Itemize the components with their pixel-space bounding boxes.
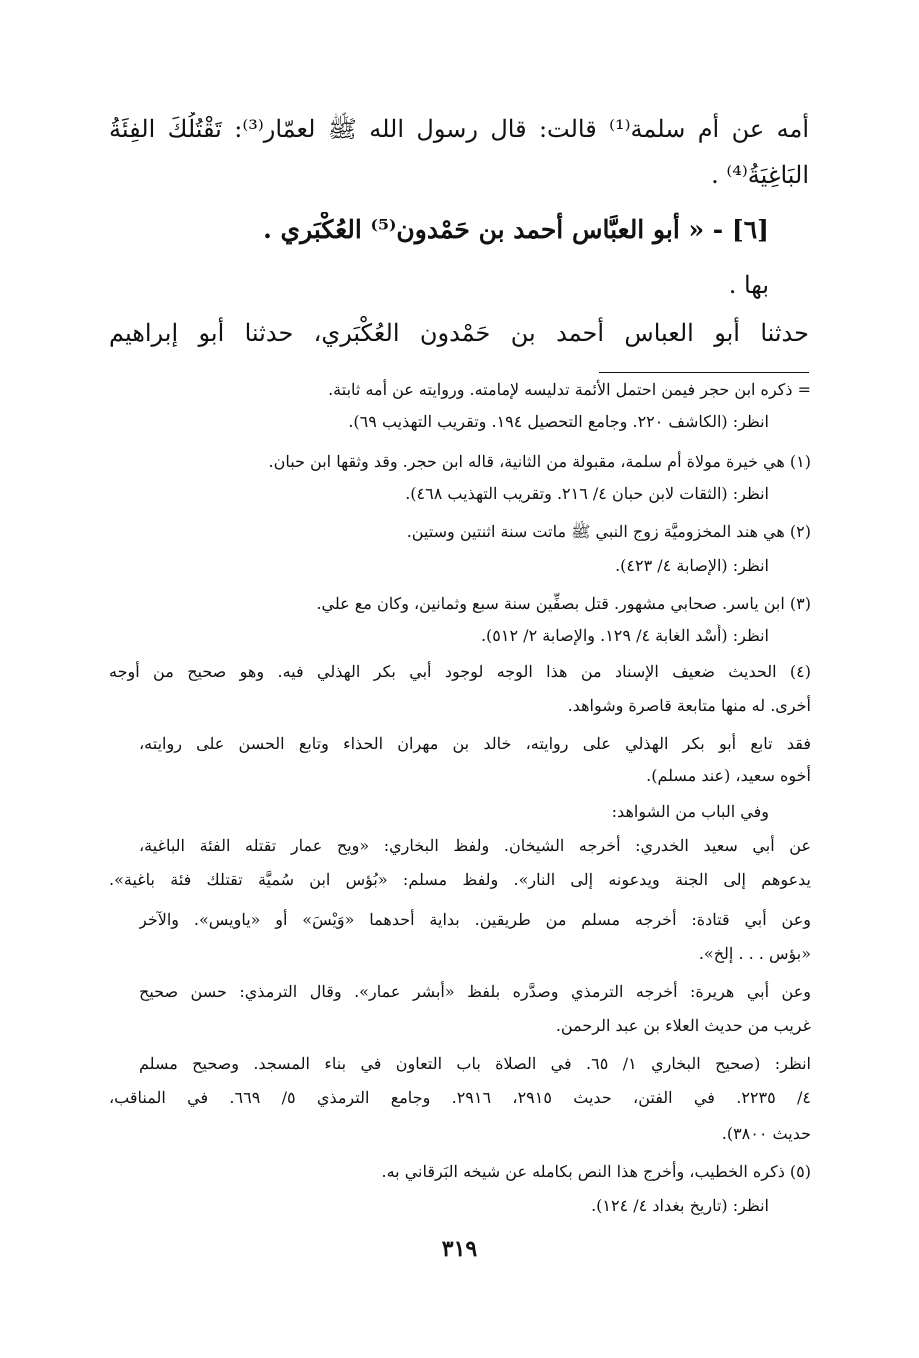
main-text-line-4: حدثنا أبو العباس أحمد بن حَمْدون العُكْبَري، حدثنا أبو إبراهيم [109,319,809,347]
footnote-line: وعن أبي قتادة: أخرجه مسلم من طريقين. بداية أحدهما «وَيْسَ» أو «ياويس». والآخر [139,910,811,929]
footnote-line: أخرى. له منها متابعة قاصرة وشواهد. [567,696,811,715]
footnote-line: «بؤس . . . إلخ». [698,944,811,963]
footnote-line: انظر: (الكاشف ٢٢٠. وجامع التحصيل ١٩٤. وتقريب التهذيب ٦٩). [348,412,769,431]
footnote-line: انظر: (صحيح البخاري ١/ ٦٥. في الصلاة باب التعاون في بناء المسجد. وصحيح مسلم [139,1054,811,1073]
footnote-line: فقد تابع أبو بكر الهذلي على روايته، خالد بن مهران الحذاء وتابع الحسن على روايته، [139,734,811,753]
entry-heading: [٦] - « أبو العبَّاس أحمد بن حَمْدون⁽⁵⁾ العُكْبَري . [263,215,769,244]
footnote-line: (٣) ابن ياسر. صحابي مشهور. قتل بصفِّين سنة سبع وثمانين، وكان مع علي. [316,594,811,613]
footnote-line: وعن أبي هريرة: أخرجه الترمذي وصدَّره بلفظ «أبشر عمار». وقال الترمذي: حسن صحيح [139,982,811,1001]
footnote-line: أخوه سعيد، (عند مسلم). [646,766,811,785]
footnote-line: (٢) هي هند المخزوميَّة زوج النبي ﷺ ماتت سنة اثنتين وستين. [406,522,811,541]
footnote-line: عن أبي سعيد الخدري: أخرجه الشيخان. ولفظ البخاري: «ويح عمار تقتله الفئة الباغية، [139,836,811,855]
footnote-line: انظر: (الإصابة ٤/ ٤٢٣). [615,556,769,575]
footnote-separator [599,372,809,373]
footnote-line: انظر: (أُسْد الغابة ٤/ ١٢٩. والإصابة ٢/ ٥١٢). [480,626,769,645]
footnote-line: وفي الباب من الشواهد: [611,802,769,821]
footnote-line: (١) هي خيرة مولاة أم سلمة، مقبولة من الثانية، قاله ابن حجر. وقد وثقها ابن حبان. [268,452,811,471]
footnote-line: غريب من حديث العلاء بن عبد الرحمن. [555,1016,811,1035]
page-number: ٣١٩ [441,1236,478,1262]
footnote-line: حديث ٣٨٠٠). [721,1124,811,1143]
footnote-line: = ذكره ابن حجر فيمن احتمل الأئمة تدليسه لإمامته. وروايته عن أمه ثابتة. [328,380,811,399]
main-text-line-3: بها . [728,271,769,299]
footnote-line: يدعوهم إلى الجنة ويدعونه إلى النار». ولفظ مسلم: «بُؤس ابن سُميَّة تقتلك فئة باغية». [109,870,811,889]
footnote-line: انظر: (الثقات لابن حبان ٤/ ٢١٦. وتقريب التهذيب ٤٦٨). [405,484,769,503]
footnote-line: (٤) الحديث ضعيف الإسناد من هذا الوجه لوجود أبي بكر الهذلي فيه. وهو صحيح من أوجه [109,662,811,681]
footnote-line: انظر: (تاريخ بغداد ٤/ ١٢٤). [591,1196,769,1215]
main-text-line-2: البَاغِيَةُ⁽⁴⁾ . [711,161,809,189]
footnote-line: (٥) ذكره الخطيب، وأخرج هذا النص بكامله عن شيخه البَرقاني به. [381,1162,811,1181]
footnote-line: ٤/ ٢٢٣٥. في الفتن، حديث ٢٩١٥، ٢٩١٦. وجامع الترمذي ٥/ ٦٦٩. في المناقب، [109,1088,811,1107]
main-text-line-1: أمه عن أم سلمة⁽¹⁾ قالت: قال رسول الله ﷺ لعمّار⁽³⁾: تَقْتُلُكَ الفِئَةُ [109,115,809,143]
